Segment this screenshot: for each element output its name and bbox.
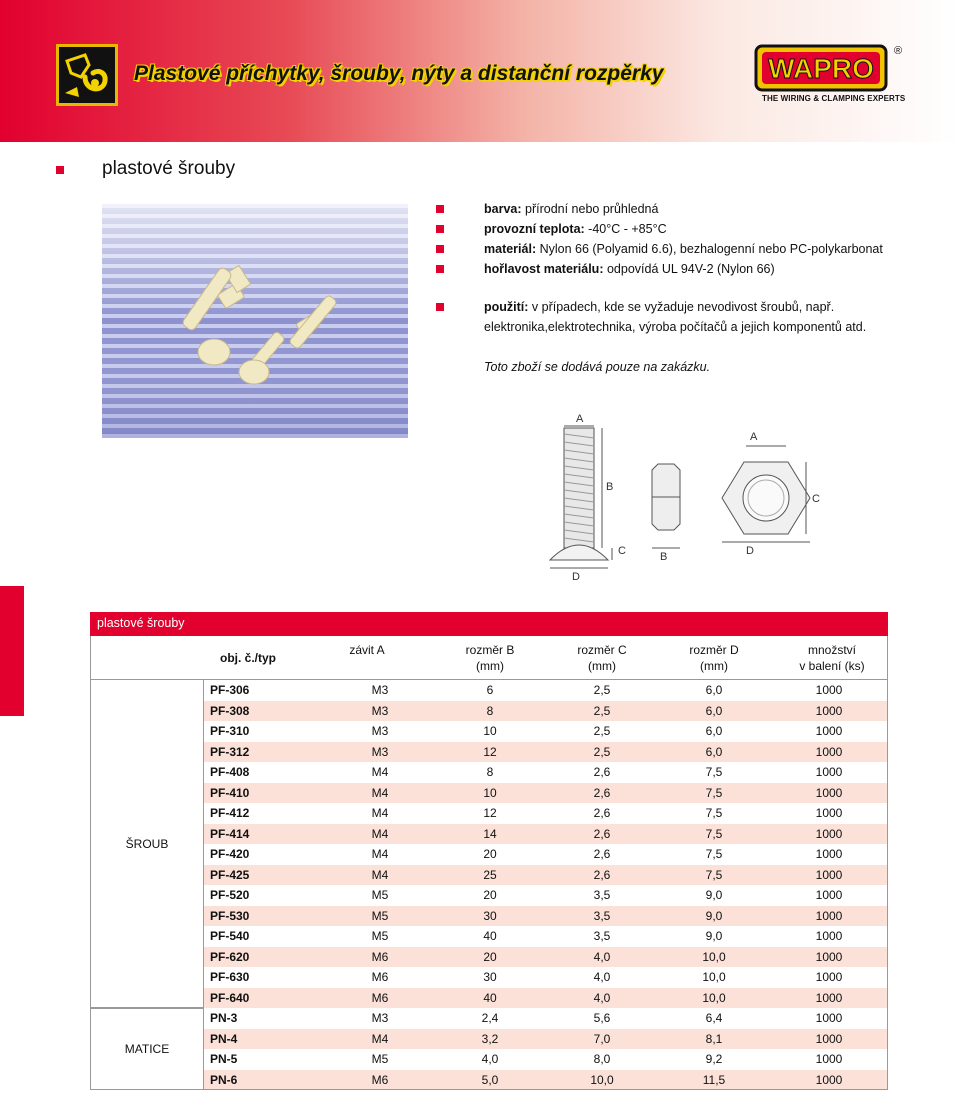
registered-mark: ® [893, 45, 903, 57]
table-header [90, 636, 888, 680]
table-row [204, 947, 888, 968]
row-quantity: 1000 [815, 1072, 843, 1087]
row-size-d: 10,0 [702, 970, 726, 984]
table-row [204, 1070, 888, 1091]
row-thread: M4 [371, 847, 389, 861]
row-size-d: 6,4 [705, 1011, 723, 1025]
bullet-icon [56, 166, 64, 174]
row-size-c: 4,0 [593, 949, 611, 964]
row-thread: M4 [371, 806, 389, 820]
spec-value: v případech, kde se vyžaduje nevodivost šroubů, např. [528, 300, 835, 314]
table-row [204, 844, 888, 865]
row-size-c: 3,5 [593, 888, 611, 902]
row-size-d: 7,5 [705, 867, 723, 882]
row-quantity: 1000 [815, 990, 843, 1005]
row-thread: M3 [371, 724, 389, 738]
table-right-border [887, 680, 888, 1090]
spec-label: provozní teplota: [484, 222, 585, 236]
row-thread: M6 [371, 1072, 389, 1087]
clamp-logo-icon [56, 44, 118, 106]
spec-value: Nylon 66 (Polyamid 6.6), bezhalogenní nebo PC-polykarbonat [536, 242, 883, 256]
row-code: PF-530 [210, 908, 250, 923]
row-size-b: 10 [483, 785, 497, 800]
row-quantity: 1000 [815, 970, 843, 984]
bullet-icon [436, 205, 444, 213]
diagram-label-d: D [572, 571, 580, 583]
row-size-b: 10 [483, 724, 497, 738]
row-quantity: 1000 [815, 929, 843, 943]
row-code: PF-425 [210, 867, 250, 882]
row-size-b: 3,2 [481, 1031, 499, 1046]
row-size-c: 2,5 [593, 724, 611, 738]
row-size-d: 7,5 [705, 826, 723, 841]
row-code: PF-410 [210, 785, 250, 800]
row-size-b: 20 [483, 847, 497, 861]
header-rozmer-d-unit: (mm) [700, 659, 728, 673]
row-size-c: 2,6 [593, 847, 611, 861]
row-size-b: 2,4 [481, 1011, 499, 1025]
row-thread: M6 [371, 970, 389, 984]
row-code: PN-4 [210, 1031, 238, 1046]
row-thread: M5 [371, 929, 389, 943]
row-size-d: 11,5 [702, 1072, 726, 1087]
row-size-d: 7,5 [705, 806, 723, 820]
row-size-b: 40 [483, 929, 497, 943]
bullet-icon [436, 265, 444, 273]
product-photo [102, 204, 408, 438]
header-mnozstvi-unit: v balení (ks) [799, 659, 865, 673]
side-accent-bar [0, 586, 24, 716]
row-code: PF-640 [210, 990, 250, 1005]
header-zavit: závit A [349, 643, 385, 657]
row-quantity: 1000 [815, 806, 843, 820]
section-heading: plastové šrouby [102, 158, 236, 179]
row-code: PF-630 [210, 970, 250, 984]
row-size-c: 8,0 [593, 1052, 611, 1066]
row-thread: M5 [371, 1052, 389, 1066]
row-size-b: 4,0 [481, 1052, 499, 1066]
row-size-b: 12 [483, 806, 497, 820]
row-size-c: 10,0 [590, 1072, 614, 1087]
row-size-c: 3,5 [593, 908, 611, 923]
diagram-label-d: D [746, 545, 754, 557]
row-code: PF-420 [210, 847, 250, 861]
row-code: PF-412 [210, 806, 250, 820]
row-size-c: 2,5 [593, 703, 611, 718]
table-row [204, 742, 888, 763]
spec-pouziti [484, 300, 834, 314]
row-size-c: 4,0 [593, 970, 611, 984]
row-quantity: 1000 [815, 867, 843, 882]
spec-label: barva: [484, 202, 522, 216]
table-row [204, 885, 888, 906]
row-code: PF-312 [210, 744, 250, 759]
table-body [204, 680, 888, 1090]
row-size-b: 5,0 [481, 1072, 499, 1087]
row-code: PF-414 [210, 826, 250, 841]
row-size-d: 7,5 [705, 765, 723, 779]
row-size-b: 12 [483, 744, 497, 759]
row-code: PF-408 [210, 765, 250, 779]
table-row [204, 865, 888, 886]
spec-label: materiál: [484, 242, 537, 256]
row-size-c: 3,5 [593, 929, 611, 943]
row-thread: M4 [371, 765, 389, 779]
spec-value: přírodní nebo průhledná [521, 202, 659, 216]
diagram-label-c: C [618, 545, 626, 557]
row-thread: M4 [371, 785, 389, 800]
header-rozmer-d: rozměr D [689, 643, 739, 657]
group-matice: MATICE [90, 1008, 204, 1090]
row-quantity: 1000 [815, 949, 843, 964]
row-thread: M3 [371, 683, 389, 697]
row-quantity: 1000 [815, 703, 843, 718]
bullet-icon [436, 303, 444, 311]
row-code: PF-310 [210, 724, 250, 738]
row-quantity: 1000 [815, 1052, 843, 1066]
row-thread: M4 [371, 867, 389, 882]
row-size-b: 25 [483, 867, 497, 882]
row-quantity: 1000 [815, 744, 843, 759]
row-size-d: 10,0 [702, 990, 726, 1005]
table-row [204, 967, 888, 988]
row-thread: M5 [371, 888, 389, 902]
table-row [204, 824, 888, 845]
row-quantity: 1000 [815, 888, 843, 902]
row-thread: M5 [371, 908, 389, 923]
header-rozmer-b-unit: (mm) [476, 659, 504, 673]
row-size-d: 7,5 [705, 847, 723, 861]
spec-material [484, 242, 883, 256]
row-code: PF-520 [210, 888, 250, 902]
table-row [204, 803, 888, 824]
row-size-c: 2,6 [593, 806, 611, 820]
dimension-diagram [540, 410, 840, 586]
row-code: PF-620 [210, 949, 250, 964]
row-size-b: 30 [483, 908, 497, 923]
row-quantity: 1000 [815, 724, 843, 738]
row-size-b: 8 [486, 703, 494, 718]
diagram-label-b: B [660, 551, 668, 563]
spec-label: použití: [484, 300, 529, 314]
table-row [204, 926, 888, 947]
spec-value: -40°C - +85°C [584, 222, 667, 236]
row-code: PN-5 [210, 1052, 238, 1066]
row-thread: M3 [371, 1011, 389, 1025]
row-size-b: 8 [486, 765, 494, 779]
page-title: Plastové příchytky, šrouby, nýty a distanční rozpěrky [134, 62, 664, 85]
table-row [204, 701, 888, 722]
row-thread: M4 [371, 1031, 389, 1046]
row-quantity: 1000 [815, 908, 843, 923]
header-rozmer-b: rozměr B [465, 643, 515, 657]
spec-value: odpovídá UL 94V-2 (Nylon 66) [603, 262, 775, 276]
table-title: plastové šrouby [90, 612, 888, 636]
spec-horlavost [484, 262, 775, 276]
row-size-d: 7,5 [705, 785, 723, 800]
row-thread: M6 [371, 949, 389, 964]
row-size-c: 2,5 [593, 683, 611, 697]
row-size-d: 9,0 [705, 929, 723, 943]
diagram-label-c: C [812, 493, 820, 505]
table-row [204, 1029, 888, 1050]
row-code: PN-3 [210, 1011, 238, 1025]
row-size-c: 2,6 [593, 867, 611, 882]
row-quantity: 1000 [815, 765, 843, 779]
row-size-b: 30 [483, 970, 497, 984]
header-rozmer-c: rozměr C [577, 643, 627, 657]
brand-tagline: THE WIRING & CLAMPING EXPERTS [762, 94, 906, 103]
bullet-icon [436, 245, 444, 253]
header-mnozstvi: množství [807, 643, 856, 657]
bullet-icon [436, 225, 444, 233]
table-row [204, 762, 888, 783]
row-thread: M3 [371, 744, 389, 759]
row-size-c: 7,0 [593, 1031, 611, 1046]
diagram-label-a: A [576, 413, 584, 425]
row-size-b: 20 [483, 888, 497, 902]
table-row [204, 906, 888, 927]
spec-teplota [484, 222, 667, 236]
row-quantity: 1000 [815, 847, 843, 861]
row-size-c: 2,6 [593, 765, 611, 779]
row-size-d: 6,0 [705, 744, 723, 759]
row-size-d: 6,0 [705, 724, 723, 738]
table-row [204, 680, 888, 701]
header-obj: obj. č./typ [219, 651, 276, 665]
row-quantity: 1000 [815, 1031, 843, 1046]
row-size-d: 9,2 [705, 1052, 723, 1066]
row-thread: M6 [371, 990, 389, 1005]
row-size-d: 10,0 [702, 949, 726, 964]
row-code: PF-306 [210, 683, 250, 697]
row-thread: M4 [371, 826, 389, 841]
table-row [204, 721, 888, 742]
row-size-c: 4,0 [593, 990, 611, 1005]
group-sroub: ŠROUB [90, 680, 204, 1008]
row-size-c: 2,6 [593, 785, 611, 800]
brand-name: WAPRO [768, 53, 874, 84]
row-quantity: 1000 [815, 1011, 843, 1025]
spec-barva [484, 202, 658, 216]
row-size-d: 6,0 [705, 683, 723, 697]
table-row [204, 988, 888, 1009]
row-thread: M3 [371, 703, 389, 718]
row-size-b: 20 [483, 949, 497, 964]
table-row [204, 783, 888, 804]
row-size-d: 9,0 [705, 888, 723, 902]
row-code: PF-308 [210, 703, 250, 718]
row-quantity: 1000 [815, 826, 843, 841]
row-size-d: 8,1 [705, 1031, 723, 1046]
row-size-c: 5,6 [593, 1011, 611, 1025]
row-size-b: 14 [483, 826, 497, 841]
row-size-d: 6,0 [705, 703, 723, 718]
row-quantity: 1000 [815, 785, 843, 800]
diagram-label-b: B [606, 481, 614, 493]
row-size-b: 6 [486, 683, 494, 697]
row-size-c: 2,6 [593, 826, 611, 841]
header-rozmer-c-unit: (mm) [588, 659, 616, 673]
row-size-c: 2,5 [593, 744, 611, 759]
table-row [204, 1049, 888, 1070]
diagram-label-a: A [750, 431, 758, 443]
row-size-b: 40 [483, 990, 497, 1005]
row-code: PF-540 [210, 929, 250, 943]
order-note: Toto zboží se dodává pouze na zakázku. [484, 360, 711, 374]
spec-label: hořlavost materiálu: [484, 262, 604, 276]
spec-pouziti-line2: elektronika,elektrotechnika, výroba počítačů a jejich komponentů atd. [484, 320, 867, 334]
row-size-d: 9,0 [705, 908, 723, 923]
row-code: PN-6 [210, 1072, 238, 1087]
table-row [204, 1008, 888, 1029]
row-quantity: 1000 [815, 683, 843, 697]
